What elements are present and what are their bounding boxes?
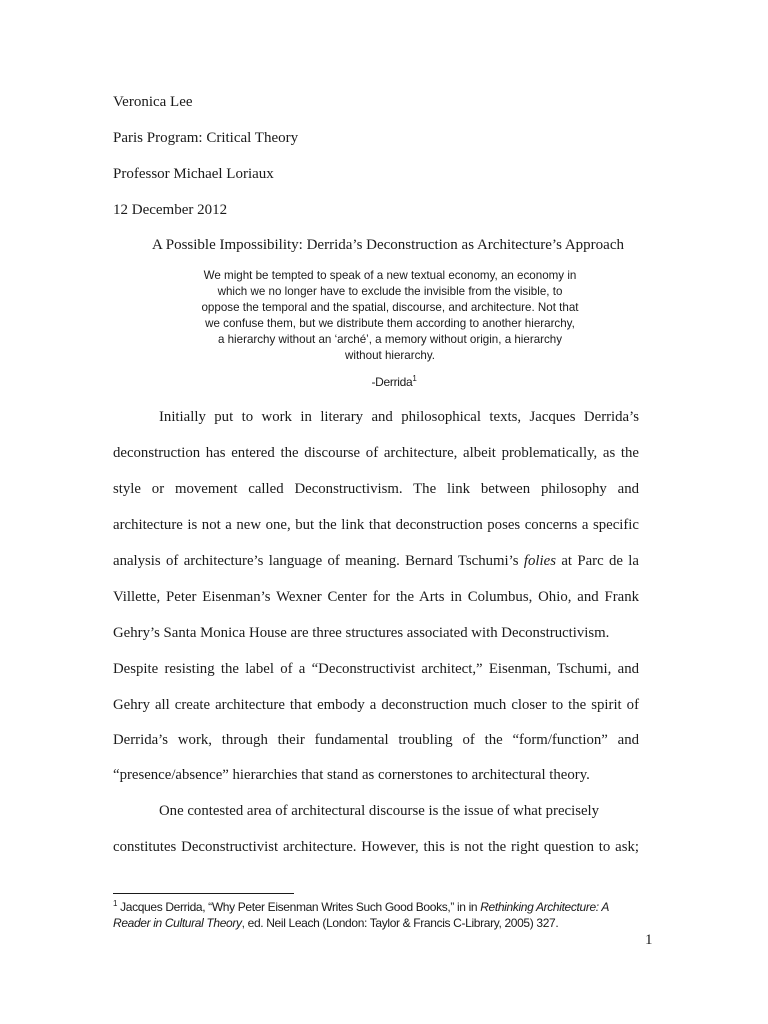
paragraph-1-line [113,552,639,570]
footnote [113,899,633,931]
paragraph-1-line: “presence/absence” hierarchies that stand as cornerstones to architectural theory. [113,767,590,783]
paragraph-1-line: architecture is not a new one, but the link that deconstruction poses concerns a specific [113,517,639,533]
epigraph-line: which we no longer have to exclude the invisible from the visible, to [217,285,563,298]
italic-term: folies [523,553,556,569]
date-line: 12 December 2012 [113,202,228,218]
paragraph-1-line: style or movement called Deconstructivism. The link between philosophy and [113,481,639,497]
epigraph-attribution [0,373,768,391]
paragraph-1-line: Villette, Peter Eisenman’s Wexner Center for the Arts in Columbus, Ohio, and Frank [113,589,639,605]
paper-title: A Possible Impossibility: Derrida’s Deconstruction as Architecture’s Approach [151,237,624,253]
book-title: Rethinking Architecture: A [480,900,609,914]
paragraph-1-line: deconstruction has entered the discourse of architecture, albeit problematically, as the [113,445,639,461]
epigraph-line: oppose the temporal and the spatial, discourse, and architecture. Not that [201,301,579,314]
attribution-text: -Derrida [371,375,413,389]
paragraph-2-line: One contested area of architectural discourse is the issue of what precisely [159,803,600,819]
paragraph-1-line: Derrida’s work, through their fundamental troubling of the “form/function” and [113,732,639,748]
book-title: Reader in Cultural Theory [113,916,242,930]
paragraph-2-line: constitutes Deconstructivist architecture. However, this is not the right question to ask; [113,839,639,855]
page-number: 1 [645,932,653,948]
text-segment: Jacques Derrida, “Why Peter Eisenman Writes Such Good Books,” in in [117,900,481,914]
footnote-number: 1 [113,899,118,908]
paragraph-1-line: Despite resisting the label of a “Deconstructivist architect,” Eisenman, Tschumi, and [113,661,639,677]
paragraph-1-line: Initially put to work in literary and philosophical texts, Jacques Derrida’s [159,409,639,425]
paragraph-1-line: Gehry’s Santa Monica House are three structures associated with Deconstructivism. [113,625,610,641]
epigraph-line: a hierarchy without an ‘arché’, a memory without origin, a hierarchy [217,333,563,346]
epigraph-quote [190,268,590,364]
paragraph-1-line: Gehry all create architecture that embody a deconstruction much closer to the spirit of [113,697,639,713]
epigraph-line: We might be tempted to speak of a new textual economy, an economy in [203,269,577,282]
professor-name: Professor Michael Loriaux [113,166,274,182]
text-segment: analysis of architecture’s language of meaning. Bernard Tschumi’s [113,553,524,569]
author-name: Veronica Lee [113,94,193,110]
epigraph-line: we confuse them, but we distribute them according to another hierarchy, [205,317,575,330]
text-segment: , ed. Neil Leach (London: Taylor & Francis C-Library, 2005) 327. [241,916,559,930]
footnote-reference: 1 [412,374,417,383]
footnote-separator [113,893,294,894]
footnote-line [113,915,633,931]
epigraph-line: without hierarchy. [345,349,435,362]
course-name: Paris Program: Critical Theory [113,130,299,146]
footnote-line [113,899,633,915]
text-segment: at Parc de la [555,553,639,569]
